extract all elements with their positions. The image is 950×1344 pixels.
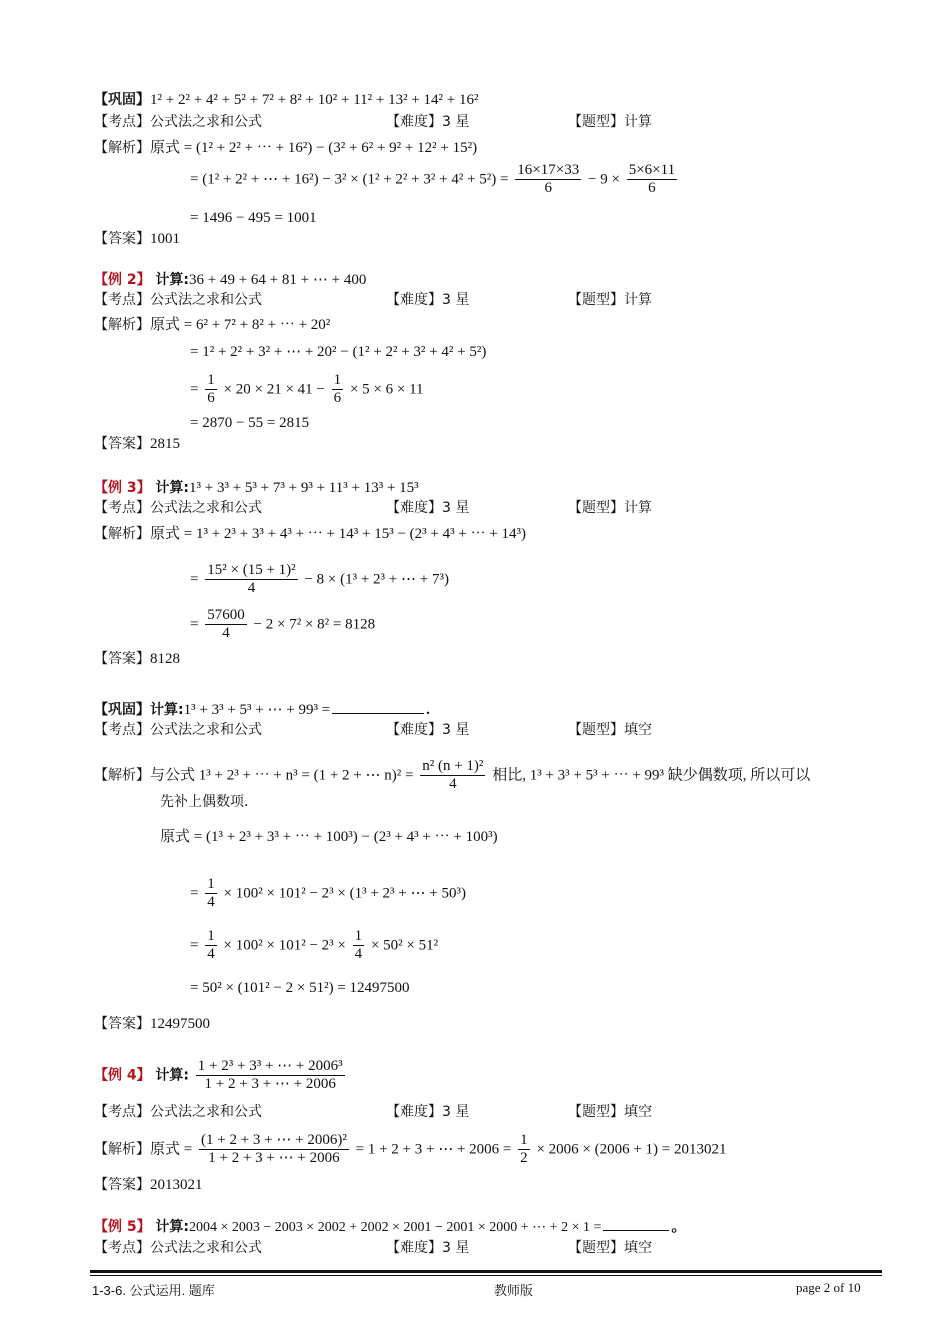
ex4-fraction-2 [518, 1132, 530, 1167]
ex3-eq-1: 原式 = 1³ + 2³ + 3³ + 4³ + ⋯ + 14³ + 15³ − (2³ + 4³ + ⋯ + 14³) [150, 526, 527, 542]
daan-label: 【答案】 [94, 1177, 150, 1193]
s1-meta-line [94, 112, 262, 131]
ex2-solution-line-3 [190, 372, 424, 407]
ex2-solution-line-4 [190, 413, 309, 432]
ex2-frac1-num: 1 [207, 372, 215, 388]
ex2-frac2-num: 1 [333, 372, 342, 388]
s4-answer: 12497500 [150, 1016, 210, 1032]
ex4-answer-line [94, 1175, 203, 1194]
ex4-eq-b: = 1 + 2 + 3 + ⋯ + 2006 = [355, 1141, 512, 1158]
ex4-frac1-den: 1 + 2 + 3 + ⋯ + 2006 [208, 1150, 340, 1166]
tixing-value: 计算 [624, 292, 652, 308]
s1-solution-line-2 [190, 162, 679, 197]
ex4-frac2-num: 1 [520, 1132, 528, 1148]
ex3-eq-2a: = [190, 571, 199, 588]
ex2-eq-3b: × 20 × 21 × 41 − [223, 381, 325, 398]
s1-difficulty [386, 112, 469, 131]
daan-label: 【答案】 [94, 1016, 150, 1032]
s4-frac3-num: 1 [207, 928, 215, 944]
kaodian-value: 公式法之求和公式 [150, 500, 262, 516]
s1-eq-2m: − 9 × [588, 171, 620, 188]
kaodian-label: 【考点】 [94, 500, 150, 516]
ex2-problem: 36 + 49 + 64 + 81 + ⋯ + 400 [189, 272, 367, 288]
ex2-type [568, 290, 652, 309]
ex4-eq-a: 原式 = [150, 1141, 193, 1158]
s1-frac1-den: 6 [544, 180, 552, 196]
s4-eq-5c: × 50² × 51² [370, 937, 439, 954]
s4-eq-5a: = [190, 937, 199, 954]
s4-eq-4a: = [190, 885, 199, 902]
s4-solution-line-6 [190, 978, 410, 997]
ex4-frac2-den: 2 [520, 1150, 528, 1166]
nandu-label: 【难度】 [386, 1104, 442, 1120]
ex3-eq-2b: − 8 × (1³ + 2³ + ⋯ + 7³) [304, 571, 449, 588]
ex3-fraction-2 [205, 607, 247, 642]
s4-problem: 1³ + 3³ + 5³ + ⋯ + 99³ = [183, 702, 331, 718]
ex2-label: 【例 2】 [94, 272, 151, 288]
s4-frac1-num: n² (n + 1)² [422, 758, 484, 774]
tixing-value: 计算 [624, 500, 652, 516]
kaodian-value: 公式法之求和公式 [150, 114, 262, 130]
jisuan-label: 计算: [155, 1067, 190, 1084]
ex3-problem-line [94, 478, 419, 497]
nandu-value: 3 星 [442, 500, 470, 516]
s4-eq-5b: × 100² × 101² − 2³ × [223, 937, 346, 954]
s1-eq-3: = 1496 − 495 = 1001 [190, 210, 317, 226]
s4-fraction-2 [205, 876, 217, 911]
s1-answer: 1001 [150, 231, 180, 247]
ex4-eq-c: × 2006 × (2006 + 1) = 2013021 [536, 1141, 727, 1158]
s1-frac2-num: 5×6×11 [628, 162, 676, 178]
ex3-meta-line [94, 498, 262, 517]
gonggu-label: 【巩固】 [94, 702, 150, 718]
s1-problem-line [94, 90, 479, 109]
kaodian-label: 【考点】 [94, 1104, 150, 1120]
s4-solution-line-3 [160, 827, 498, 846]
ex3-difficulty [386, 498, 469, 517]
s4-eq-1a: 与公式 1³ + 2³ + ⋯ + n³ = (1 + 2 + ⋯ n)² = [150, 767, 414, 784]
kaodian-label: 【考点】 [94, 292, 150, 308]
kaodian-label: 【考点】 [94, 1240, 150, 1256]
nandu-value: 3 星 [442, 1104, 470, 1120]
daan-label: 【答案】 [94, 436, 150, 452]
ex3-answer-line [94, 649, 180, 668]
s4-type [568, 720, 652, 739]
ex2-problem-line [94, 270, 366, 289]
nandu-value: 3 星 [442, 722, 470, 738]
ex3-problem: 1³ + 3³ + 5³ + 7³ + 9³ + 11³ + 13³ + 15³ [189, 480, 419, 496]
ex2-solution-line-1 [94, 315, 330, 334]
ex5-problem: 2004 × 2003 − 2003 × 2002 + 2002 × 2001 − 2001 × 2000 + ⋯ + 2 × 1 = [189, 1220, 602, 1235]
nandu-label: 【难度】 [386, 114, 442, 130]
jisuan-label: 计算: [150, 702, 184, 718]
daan-label: 【答案】 [94, 231, 150, 247]
ex2-frac2-den: 6 [333, 390, 342, 406]
jiexi-label: 【解析】 [94, 767, 150, 784]
nandu-label: 【难度】 [386, 292, 442, 308]
jisuan-label: 计算: [155, 1219, 190, 1235]
s1-type [568, 112, 652, 131]
ex2-fraction-1 [205, 372, 217, 407]
ex3-solution-line-2 [190, 562, 449, 597]
jiexi-label: 【解析】 [94, 526, 150, 542]
ex2-eq-1: 原式 = 6² + 7² + 8² + ⋯ + 20² [150, 317, 331, 333]
s4-solution-line-4 [190, 876, 466, 911]
s4-frac3-den: 4 [207, 946, 215, 962]
jisuan-label: 计算: [155, 480, 190, 496]
s4-solution-line-5 [190, 928, 438, 963]
kaodian-value: 公式法之求和公式 [150, 292, 262, 308]
ex2-solution-line-2 [190, 342, 486, 361]
ex4-frac1-num: (1 + 2 + 3 + ⋯ + 2006)² [201, 1132, 347, 1148]
ex3-solution-line-1 [94, 524, 526, 543]
ex4-solution-line [94, 1132, 727, 1167]
ex2-answer: 2815 [150, 436, 180, 452]
ex2-eq-2: = 1² + 2² + 3² + ⋯ + 20² − (1² + 2² + 3² + 4² + 5²) [190, 344, 487, 360]
s1-eq-1: 原式 = (1² + 2² + ⋯ + 16²) − (3² + 6² + 9² + 12² + 15²) [150, 140, 478, 156]
fill-blank[interactable] [603, 1216, 669, 1231]
ex2-difficulty [386, 290, 469, 309]
ex2-eq-4: = 2870 − 55 = 2815 [190, 415, 310, 431]
tixing-value: 计算 [624, 114, 652, 130]
gonggu-label: 【巩固】 [94, 92, 150, 108]
tixing-label: 【题型】 [568, 1104, 624, 1120]
kaodian-value: 公式法之求和公式 [150, 1104, 262, 1120]
footer-rule-thick [90, 1270, 882, 1273]
s4-difficulty [386, 720, 469, 739]
jiexi-label: 【解析】 [94, 317, 150, 333]
ex3-eq-3a: = [190, 616, 199, 633]
ex4-problem-num: 1 + 2³ + 3³ + ⋯ + 2006³ [197, 1058, 343, 1074]
s4-eq-4b: × 100² × 101² − 2³ × (1³ + 2³ + ⋯ + 50³) [223, 885, 466, 902]
ex3-answer: 8128 [150, 651, 180, 667]
ex5-problem-line [94, 1216, 686, 1237]
ex4-fraction-1 [199, 1132, 349, 1167]
s4-frac1-den: 4 [449, 776, 457, 792]
nandu-value: 3 星 [442, 114, 470, 130]
ex3-label: 【例 3】 [94, 480, 151, 496]
s4-eq-6: = 50² × (101² − 2 × 51²) = 12497500 [190, 980, 410, 996]
ex2-eq-3c: × 5 × 6 × 11 [349, 381, 424, 398]
s4-frac4-den: 4 [354, 946, 363, 962]
ex2-fraction-2 [332, 372, 344, 407]
ex3-eq-3b: − 2 × 7² × 8² = 8128 [253, 616, 376, 633]
ex2-answer-line [94, 434, 180, 453]
nandu-value: 3 星 [442, 292, 470, 308]
s4-fraction-1 [420, 758, 485, 793]
tixing-label: 【题型】 [568, 292, 624, 308]
ex2-eq-3a: = [190, 381, 199, 398]
jiexi-label: 【解析】 [94, 1141, 150, 1158]
nandu-label: 【难度】 [386, 500, 442, 516]
jisuan-label: 计算: [155, 272, 190, 288]
ex5-difficulty [386, 1238, 469, 1257]
ex3-frac1-num: 15² × (15 + 1)² [207, 562, 296, 578]
ex4-difficulty [386, 1102, 469, 1121]
footer-rule-thin [90, 1275, 882, 1276]
ex3-frac2-num: 57600 [207, 607, 245, 623]
nandu-value: 3 星 [442, 1240, 470, 1256]
s4-solution-line-1 [94, 758, 810, 793]
fill-blank[interactable] [332, 699, 424, 714]
s4-fraction-3 [205, 928, 217, 963]
s4-answer-line [94, 1014, 210, 1033]
ex4-answer: 2013021 [150, 1177, 203, 1193]
ex4-label: 【例 4】 [94, 1067, 151, 1084]
ex3-type [568, 498, 652, 517]
tixing-value: 填空 [624, 722, 652, 738]
s1-fraction-1 [515, 162, 581, 197]
ex3-frac2-den: 4 [222, 625, 230, 641]
ex4-problem-den: 1 + 2 + 3 + ⋯ + 2006 [204, 1076, 336, 1092]
s4-solution-line-2 [160, 792, 248, 811]
s1-fraction-2 [627, 162, 677, 197]
ex4-problem-line [94, 1058, 347, 1093]
jiexi-label: 【解析】 [94, 140, 150, 156]
s4-eq-3: 原式 = (1³ + 2³ + 3³ + ⋯ + 100³) − (2³ + 4³ + ⋯ + 100³) [160, 829, 498, 845]
footer-center: 教师版 [494, 1283, 534, 1298]
s4-frac4-num: 1 [354, 928, 363, 944]
nandu-label: 【难度】 [386, 722, 442, 738]
s4-frac2-den: 4 [207, 894, 215, 910]
ex3-solution-line-3 [190, 607, 375, 642]
ex3-fraction-1 [205, 562, 297, 597]
ex3-frac1-den: 4 [247, 580, 256, 596]
s4-meta-line [94, 720, 262, 739]
tixing-value: 填空 [624, 1240, 652, 1256]
ex4-meta-line [94, 1102, 262, 1121]
s4-fraction-4 [353, 928, 365, 963]
footer-page-number: page 2 of 10 [796, 1280, 861, 1295]
ex5-meta-line [94, 1238, 262, 1257]
s4-problem-line [94, 699, 430, 719]
daan-label: 【答案】 [94, 651, 150, 667]
nandu-label: 【难度】 [386, 1240, 442, 1256]
tixing-label: 【题型】 [568, 114, 624, 130]
s4-eq-1b: 相比, 1³ + 3³ + 5³ + ⋯ + 99³ 缺少偶数项, 所以可以 [492, 767, 811, 784]
s1-answer-line [94, 229, 180, 248]
s4-frac2-num: 1 [207, 876, 215, 892]
s1-frac2-den: 6 [648, 180, 656, 196]
ex4-problem-fraction [196, 1058, 345, 1093]
s1-eq-2a: = (1² + 2² + ⋯ + 16²) − 3² × (1² + 2² + 3² + 4² + 5²) = [190, 171, 509, 188]
ex5-label: 【例 5】 [94, 1219, 151, 1235]
s4-period: . [426, 702, 430, 718]
ex5-type [568, 1238, 652, 1257]
tixing-value: 填空 [624, 1104, 652, 1120]
s1-solution-line-3 [190, 208, 317, 227]
kaodian-label: 【考点】 [94, 722, 150, 738]
s1-solution-line-1 [94, 138, 477, 157]
tixing-label: 【题型】 [568, 500, 624, 516]
ex5-period: 。 [671, 1219, 687, 1235]
tixing-label: 【题型】 [568, 722, 624, 738]
tixing-label: 【题型】 [568, 1240, 624, 1256]
ex2-frac1-den: 6 [207, 390, 215, 406]
ex4-type [568, 1102, 652, 1121]
kaodian-value: 公式法之求和公式 [150, 1240, 262, 1256]
s1-problem: 1² + 2² + 4² + 5² + 7² + 8² + 10² + 11² + 13² + 14² + 16² [150, 92, 479, 108]
s4-note: 先补上偶数项. [160, 794, 249, 810]
ex2-meta-line [94, 290, 262, 309]
s1-frac1-num: 16×17×33 [517, 162, 580, 178]
kaodian-label: 【考点】 [94, 114, 150, 130]
kaodian-value: 公式法之求和公式 [150, 722, 262, 738]
footer-left: 1-3-6. 公式运用. 题库 [92, 1283, 215, 1298]
